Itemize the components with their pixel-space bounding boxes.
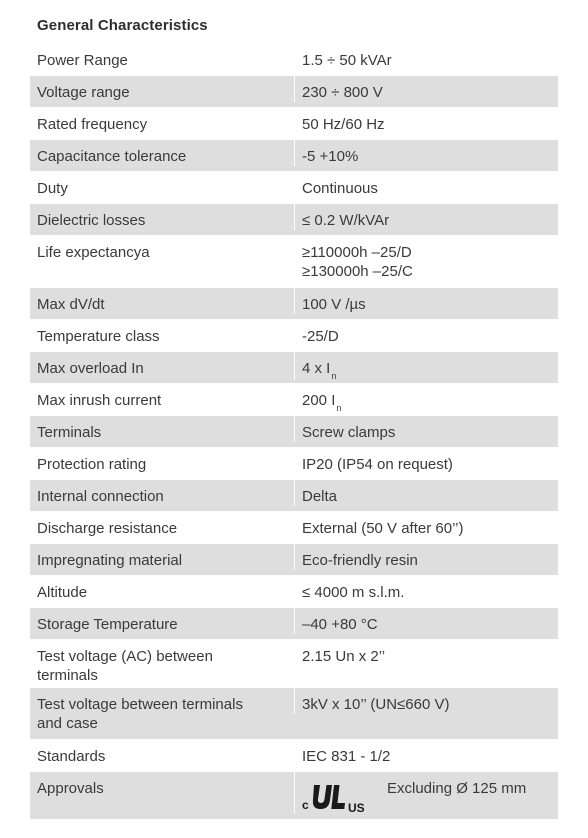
row-label: Max dV/dt [37, 296, 105, 313]
row-label-line: Test voltage (AC) between [37, 648, 213, 665]
row-label: Rated frequency [37, 116, 148, 133]
cul-us-listed-mark-icon [302, 779, 374, 815]
table-row [30, 512, 558, 544]
table-row [30, 320, 558, 352]
row-label: Altitude [37, 584, 88, 601]
row-label: Internal connection [37, 488, 164, 505]
row-value: Continuous [294, 172, 558, 198]
row-label-line: Test voltage between terminals [37, 696, 243, 713]
row-value [294, 236, 558, 281]
row-value-line: ≥110000h –25/D [302, 244, 412, 261]
table-row [30, 608, 558, 640]
subscript: n [331, 371, 337, 381]
row-value-line: ≥130000h –25/C [302, 263, 413, 280]
row-label [30, 688, 294, 733]
row-label-line: terminals [37, 667, 98, 684]
row-value: Eco-friendly resin [294, 544, 558, 570]
table-row [30, 288, 558, 320]
mark-us-letters: US [348, 801, 365, 815]
row-label: Standards [37, 748, 106, 765]
row-value: Screw clamps [294, 416, 558, 442]
row-label: Impregnating material [37, 552, 183, 569]
section-title: General Characteristics [37, 17, 208, 34]
table-row [30, 576, 558, 608]
row-value: 3kV x 10’’ (UN≤660 V) [294, 688, 558, 714]
row-label: Power Range [37, 52, 128, 69]
row-label: Discharge resistance [37, 520, 178, 537]
row-label: Storage Temperature [37, 616, 178, 633]
subscript: n [336, 403, 342, 413]
row-value: –40 +80 °C [294, 608, 558, 634]
approvals-content [302, 779, 558, 813]
table-row [30, 384, 558, 416]
row-value: 2.15 Un x 2’’ [294, 640, 558, 666]
table-row [30, 740, 558, 772]
row-label [30, 640, 294, 685]
row-value: 230 ÷ 800 V [294, 76, 558, 102]
row-label: Voltage range [37, 84, 130, 101]
row-value: Delta [294, 480, 558, 506]
row-value-main: 200 I [302, 392, 336, 409]
row-value: -5 +10% [294, 140, 558, 166]
table-row [30, 480, 558, 512]
ul-letters-icon [313, 785, 345, 809]
table-row [30, 172, 558, 204]
row-label-line: and case [37, 715, 98, 732]
row-label: Approvals [37, 780, 104, 797]
characteristics-table [30, 44, 558, 820]
table-row [30, 772, 558, 820]
row-value [294, 772, 558, 813]
row-label: Life expectancya [37, 244, 150, 261]
row-value: -25/D [294, 320, 558, 346]
row-label: Capacitance tolerance [37, 148, 187, 165]
table-row [30, 416, 558, 448]
row-value: ≤ 0.2 W/kVAr [294, 204, 558, 230]
row-value: 100 V /µs [294, 288, 558, 314]
row-value: IEC 831 - 1/2 [294, 740, 558, 766]
row-label: Max overload In [37, 360, 144, 377]
table-row [30, 76, 558, 108]
table-row [30, 140, 558, 172]
table-row [30, 236, 558, 288]
row-value-main: 4 x I [302, 360, 331, 377]
mark-c-letter: c [302, 798, 309, 812]
table-row [30, 448, 558, 480]
table-row [30, 204, 558, 236]
row-label: Terminals [37, 424, 102, 441]
table-row [30, 544, 558, 576]
table-row [30, 108, 558, 140]
row-value: 50 Hz/60 Hz [294, 108, 558, 134]
row-label: Temperature class [37, 328, 160, 345]
row-value [294, 384, 558, 412]
row-label: Protection rating [37, 456, 147, 473]
row-label: Max inrush current [37, 392, 162, 409]
table-row [30, 44, 558, 76]
table-row [30, 688, 558, 740]
row-value [294, 352, 558, 380]
table-row [30, 640, 558, 688]
approvals-note: Excluding Ø 125 mm [387, 780, 527, 797]
row-value: External (50 V after 60’’) [294, 512, 558, 538]
table-row [30, 352, 558, 384]
row-value: ≤ 4000 m s.l.m. [294, 576, 558, 602]
row-value: IP20 (IP54 on request) [294, 448, 558, 474]
row-label: Dielectric losses [37, 212, 146, 229]
row-value: 1.5 ÷ 50 kVAr [294, 44, 558, 70]
row-label: Duty [37, 180, 68, 197]
